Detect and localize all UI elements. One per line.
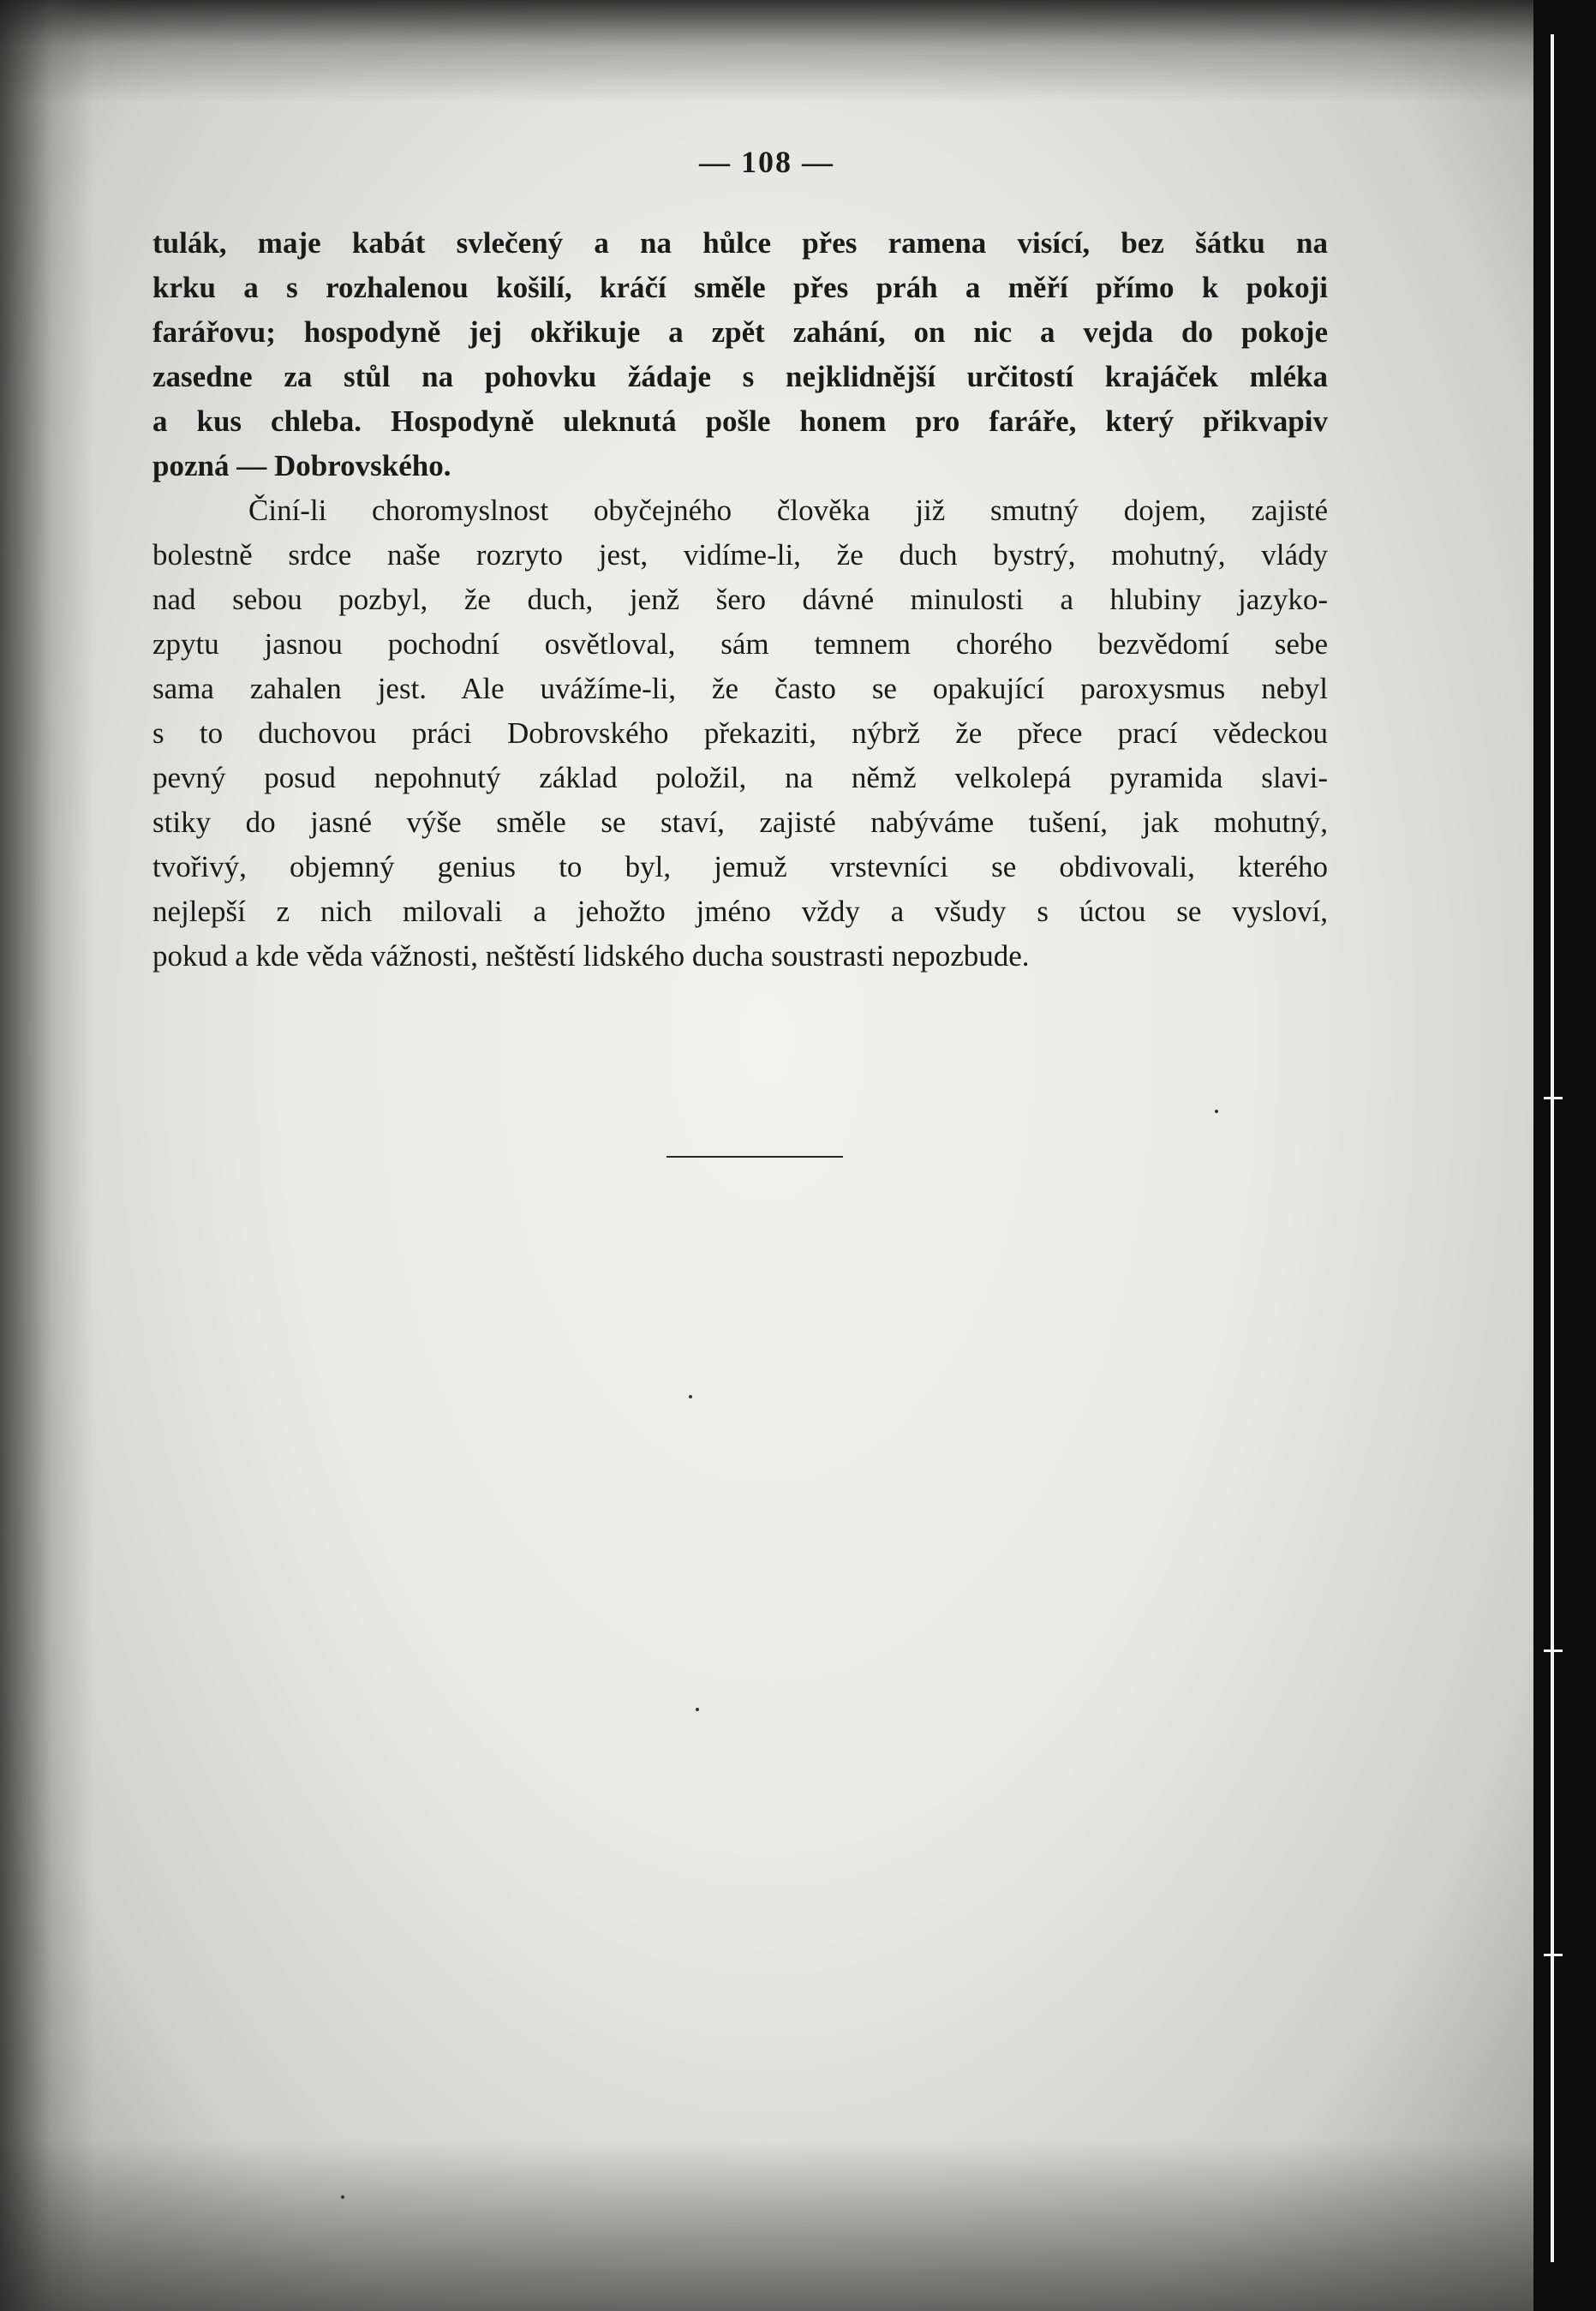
text-line: zpytu jasnou pochodní osvětloval, sám temnem chorého bezvědomí sebe [152,627,1328,661]
text-line: sama zahalen jest. Ale uvážíme-li, že často se opakující paroxysmus nebyl [152,672,1328,705]
section-end-rule [666,1156,843,1158]
scan-border-line [1551,34,1554,2262]
dust-speck [689,1395,692,1398]
text-line: Činí-li choromyslnost obyčejného člověka již smutný dojem, zajisté [248,494,1328,527]
bottom-shadow [0,2140,1533,2311]
text-line: farářovu; hospodyně jej okřikuje a zpět zahání, on nic a vejda do pokoje [152,315,1328,349]
text-line: pokud a kde věda vážnosti, neštěstí lidského ducha soustrasti nepozbude. [152,939,1030,973]
scan-border-tick [1544,1649,1563,1652]
text-line: nejlepší z nich milovali a jehožto jméno vždy a všudy s úctou se vysloví, [152,895,1328,928]
dust-speck [341,2195,344,2199]
scan-border [1533,0,1596,2311]
scan-border-tick [1544,1954,1563,1956]
text-line: stiky do jasné výše směle se staví, zajisté nabýváme tušení, jak mohutný, [152,805,1328,839]
text-line: nad sebou pozbyl, že duch, jenž šero dávné minulosti a hlubiny jazyko- [152,583,1328,616]
top-shadow [0,0,1533,103]
text-line: krku a s rozhalenou košilí, kráčí směle přes práh a měří přímo k pokoji [152,271,1328,304]
page-number: — 108 — [699,145,834,179]
left-shadow [0,0,94,2311]
text-line: a kus chleba. Hospodyně uleknutá pošle honem pro faráře, který přikvapiv [152,404,1328,438]
text-line: pevný posud nepohnutý základ položil, na němž velkolepá pyramida slavi- [152,761,1328,794]
dust-speck [696,1708,699,1711]
text-line: tvořivý, objemný genius to byl, jemuž vrstevníci se obdivovali, kterého [152,850,1328,883]
dust-speck [1215,1110,1218,1113]
text-line: tulák, maje kabát svlečený a na hůlce přes ramena visící, bez šátku na [152,226,1328,260]
text-line: s to duchovou práci Dobrovského překaziti, nýbrž že přece prací vědeckou [152,716,1328,750]
text-line: pozná — Dobrovského. [152,449,451,482]
text-line: zasedne za stůl na pohovku žádaje s nejklidnější určitostí krajáček mléka [152,360,1328,393]
text-line: bolestně srdce naše rozryto jest, vidíme-li, že duch bystrý, mohutný, vlády [152,538,1328,572]
scan-border-tick [1544,1097,1563,1099]
body-text [152,221,1328,979]
